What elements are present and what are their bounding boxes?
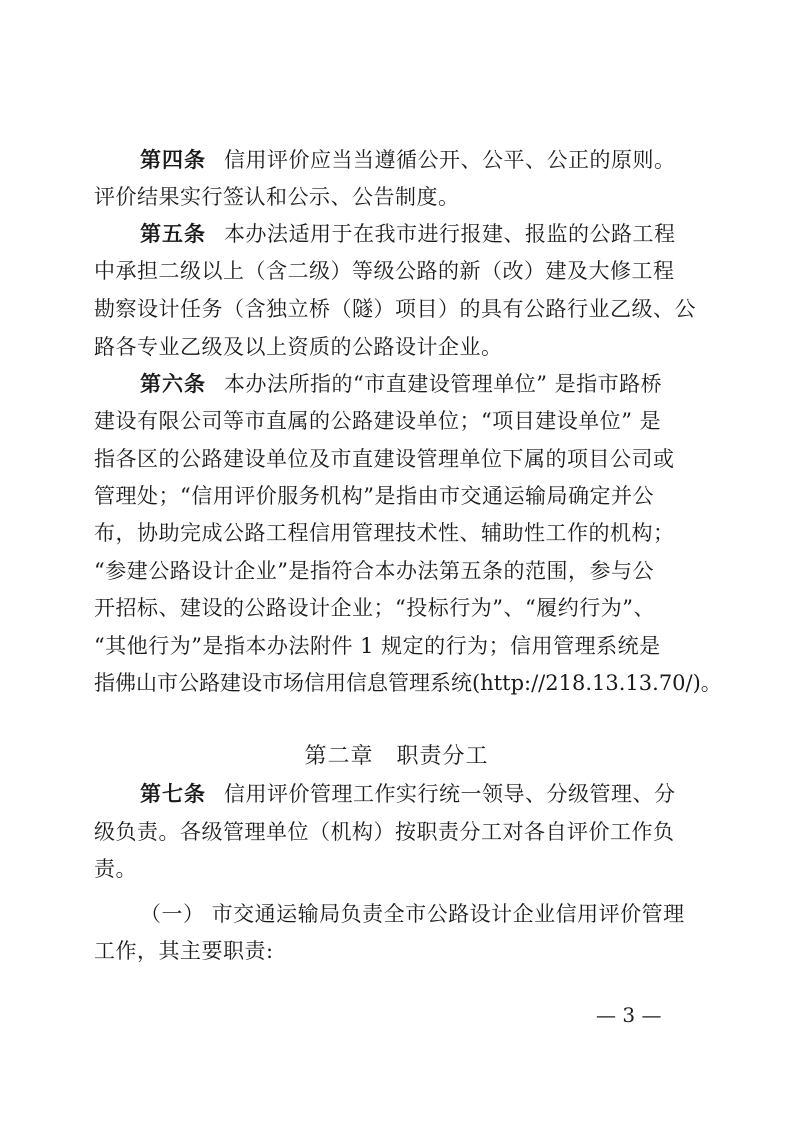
page-number: — 3 — xyxy=(596,1003,662,1027)
article-6-text-5: 布，协助完成公路工程信用管理技术性、辅助性工作的机构； xyxy=(94,521,675,545)
article-7-text-3: 责。 xyxy=(94,857,137,881)
article-5-text-2: 中承担二级以上（含二级）等级公路的新（改）建及大修工程 xyxy=(94,259,675,283)
article-6-text-3: 指各区的公路建设单位及市直建设管理单位下属的项目公司或 xyxy=(94,447,675,471)
article-5-text-4: 路各专业乙级及以上资质的公路设计企业。 xyxy=(94,335,503,359)
article-6-text-9: 指佛山市公路建设市场信用信息管理系统(http://218.13.13.70/)。 xyxy=(94,671,722,695)
article-5-label: 第五条 xyxy=(140,222,206,246)
article-6-label: 第六条 xyxy=(140,372,206,396)
article-5-text-1: 本办法适用于在我市进行报建、报监的公路工程 xyxy=(224,222,676,246)
article-4-label: 第四条 xyxy=(140,148,206,172)
article-6-text-4: 管理处；“信用评价服务机构”是指由市交通运输局确定并公 xyxy=(94,484,654,508)
article-7-label: 第七条 xyxy=(140,782,206,806)
article-6-text-2: 建设有限公司等市直属的公路建设单位；“项目建设单位” 是 xyxy=(94,409,662,433)
article-5-text-3: 勘察设计任务（含独立桥（隧）项目）的具有公路行业乙级、公 xyxy=(94,297,696,321)
article-6-text-7: 开招标、建设的公路设计企业；“投标行为”、“履约行为”、 xyxy=(94,596,655,620)
article-4-text-2: 评价结果实行签认和公示、公告制度。 xyxy=(94,185,460,209)
chapter-heading: 第二章 职责分工 xyxy=(304,744,489,769)
item-1-text-2: 工作，其主要职责: xyxy=(94,939,274,963)
item-1-text-1: （一） 市交通运输局负责全市公路设计企业信用评价管理 xyxy=(140,902,685,926)
article-7-text-2: 级负责。各级管理单位（机构）按职责分工对各自评价工作负 xyxy=(94,820,675,844)
article-6-text-8: “其他行为”是指本办法附件 1 规定的行为；信用管理系统是 xyxy=(94,634,661,658)
article-7-text-1: 信用评价管理工作实行统一领导、分级管理、分 xyxy=(224,782,676,806)
article-6-text-6: “参建公路设计企业”是指符合本办法第五条的范围，参与公 xyxy=(94,559,654,583)
article-4-text-1: 信用评价应当当遵循公开、公平、公正的原则。 xyxy=(224,148,676,172)
article-6-text-1: 本办法所指的“市直建设管理单位” 是指市路桥 xyxy=(224,372,663,396)
